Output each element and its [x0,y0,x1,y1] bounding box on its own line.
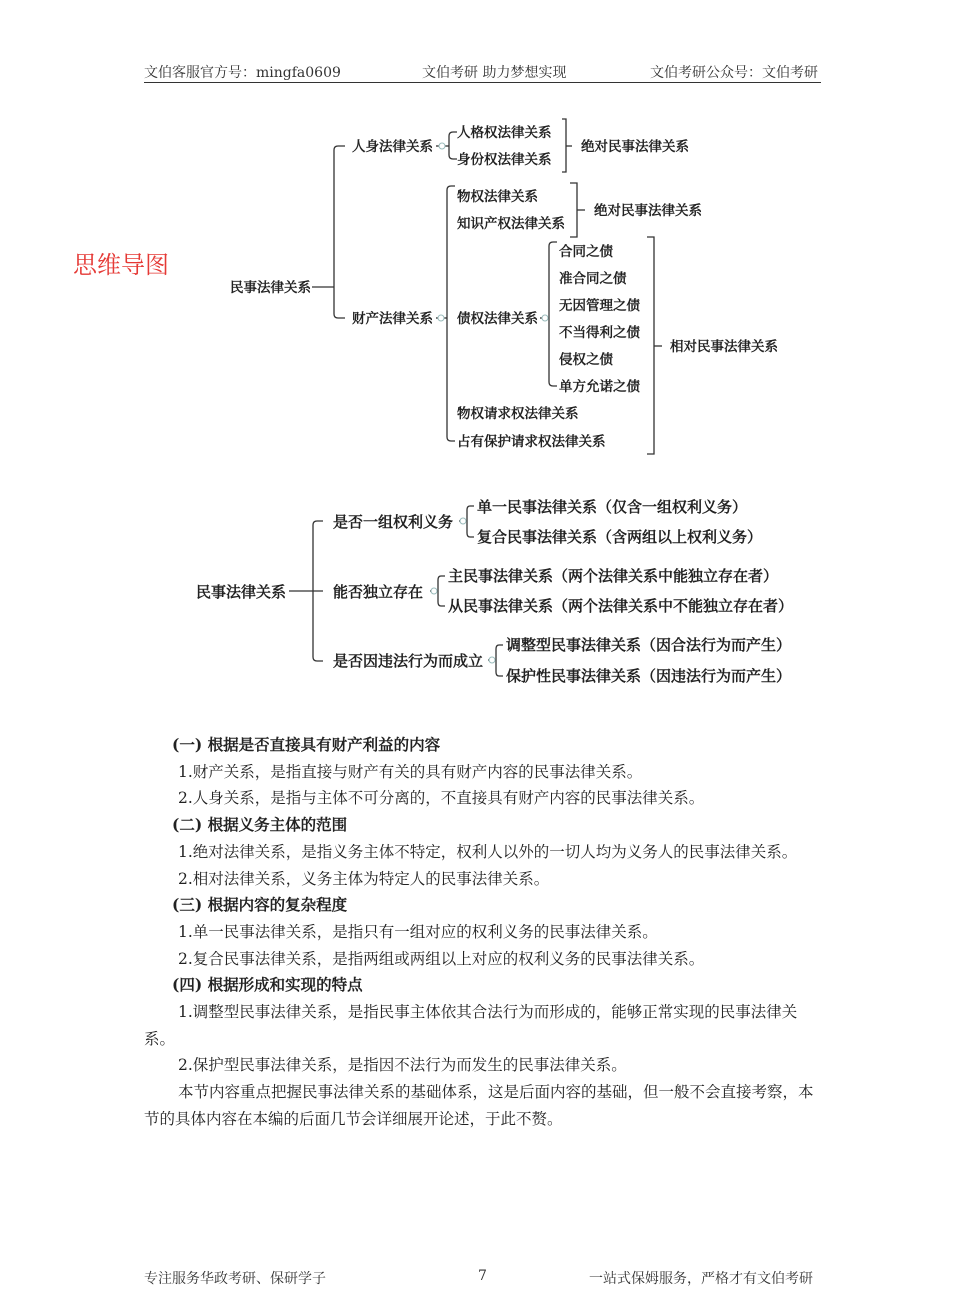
mm2-b2-item: 主民事法律关系（两个法律关系中能独立存在者） [448,567,779,585]
summary-paragraph: 本节内容重点把握民事法律关系的基础体系，这是后面内容的基础，但一般不会直接考察，本节的具体内容在本编的后面几节会详细展开论述，于此不赘。 [144,1083,814,1128]
mm2-b1-item: 单一民事法律关系（仅含一组权利义务） [477,498,748,516]
mm1-creditor: 债权法律关系 [457,311,538,327]
mm1-debt: 单方允诺之债 [559,379,640,395]
mm1-debt: 无因管理之债 [559,298,640,314]
paragraph: 1.单一民事法律关系，是指只有一组对应的权利义务的民事法律关系。 [178,922,658,941]
paragraph: 1.调整型民事法律关系，是指民事主体依其合法行为而形成的，能够正常实现的民事法律关系。 [144,1003,798,1048]
paragraph: 2.人身关系，是指与主体不可分离的，不直接具有财产内容的民事法律关系。 [178,789,705,808]
mm2-b1-item: 复合民事法律关系（含两组以上权利义务） [477,528,763,546]
mm1-property: 财产法律关系 [352,311,433,327]
mm1-ip: 知识产权法律关系 [457,216,565,232]
mm1-absolute-b: 绝对民事法律关系 [594,203,702,219]
mm1-personality: 人格权法律关系 [457,125,552,141]
mm2-branch-2: 能否独立存在 [333,583,424,601]
section-title: (四) 根据形成和实现的特点 [172,975,363,995]
mm2-root: 民事法律关系 [196,583,287,601]
page-number: 7 [478,1268,487,1284]
paragraph: 1.财产关系，是指直接与财产有关的具有财产内容的民事法律关系。 [178,762,643,781]
mm2-b3-item: 保护性民事法律关系（因违法行为而产生） [506,667,792,685]
mm1-debt: 侵权之债 [559,352,613,368]
mm1-root: 民事法律关系 [230,280,311,296]
paragraph: 2.相对法律关系，义务主体为特定人的民事法律关系。 [178,869,550,888]
mm1-debt: 合同之债 [559,244,613,260]
mm2-branch-3: 是否因违法行为而成立 [333,652,484,670]
mm2-b3-item: 调整型民事法律关系（因合法行为而产生） [506,636,792,654]
footer-left: 专注服务华政考研、保研学子 [144,1271,326,1287]
paragraph: 2.保护型民事法律关系，是指因不法行为而发生的民事法律关系。 [178,1056,627,1075]
paragraph: 1.绝对法律关系，是指义务主体不特定，权利人以外的一切人均为义务人的民事法律关系。 [178,842,798,861]
mm1-debt: 不当得利之债 [559,325,640,341]
mm1-absolute-a: 绝对民事法律关系 [581,139,689,155]
footer-right: 一站式保姆服务，严格才有文伯考研 [589,1271,813,1287]
mm1-real-right: 物权法律关系 [457,189,538,205]
mindmap-label: 思维导图 [73,251,169,279]
mm1-possession: 占有保护请求权法律关系 [457,434,606,450]
mm1-debt: 准合同之债 [559,271,627,287]
section-title: (二) 根据义务主体的范围 [172,815,348,835]
mm1-real-claim: 物权请求权法律关系 [457,406,579,422]
section-title: (三) 根据内容的复杂程度 [172,895,348,915]
mm1-relative: 相对民事法律关系 [670,339,778,355]
mm1-identity: 身份权法律关系 [457,152,552,168]
mm2-b2-item: 从民事法律关系（两个法律关系中不能独立存在者） [448,597,794,615]
mm1-personal: 人身法律关系 [352,139,433,155]
header-center: 文伯考研 助力梦想实现 [422,65,567,81]
paragraph: 2.复合民事法律关系，是指两组或两组以上对应的权利义务的民事法律关系。 [178,949,705,968]
header-left: 文伯客服官方号：mingfa0609 [144,65,341,81]
mm2-branch-1: 是否一组权利义务 [333,513,454,531]
header-right: 文伯考研公众号：文伯考研 [650,65,818,81]
body-content [144,732,824,1133]
section-title: (一) 根据是否直接具有财产利益的内容 [172,735,441,754]
